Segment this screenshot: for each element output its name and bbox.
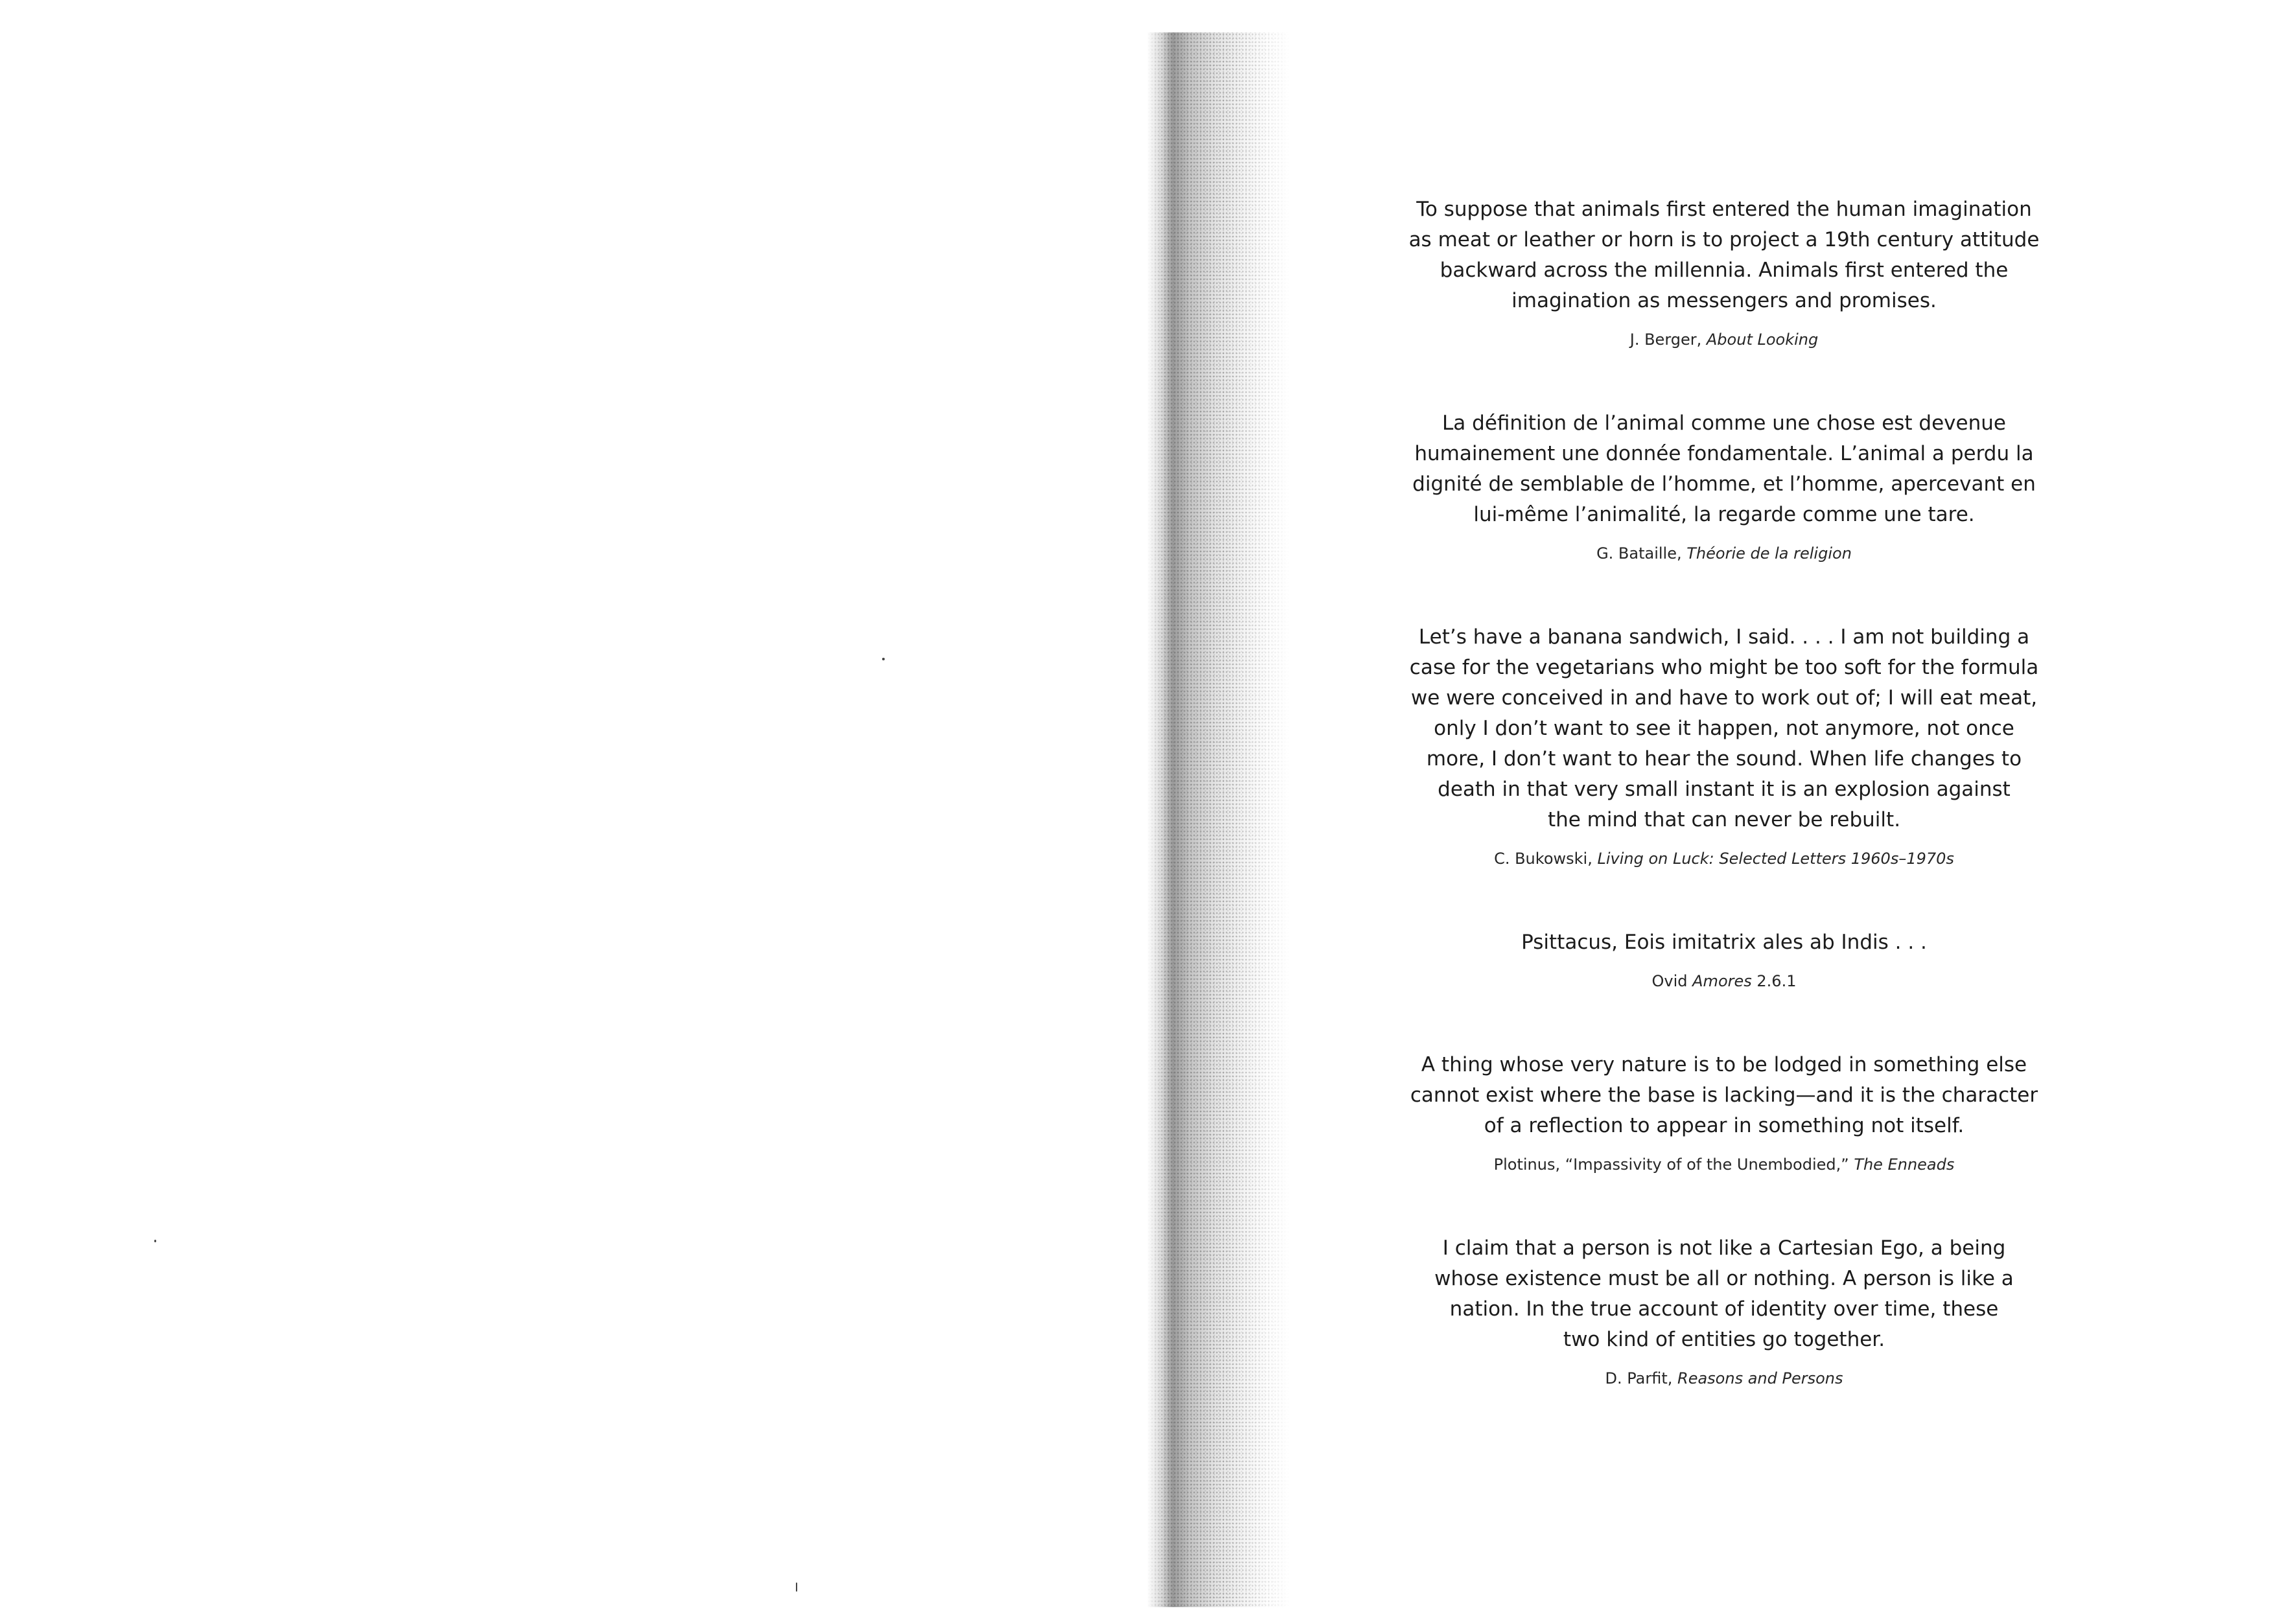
epigraph-attribution — [1381, 971, 2068, 992]
attribution-author: Plotinus, “Impassivity of of the Unembodied,” — [1493, 1155, 1854, 1174]
epigraph-bukowski — [1381, 622, 2068, 869]
attribution-work: Living on Luck: Selected Letters 1960s–1970s — [1597, 850, 1954, 868]
scan-speck — [882, 658, 885, 660]
attribution-work: Théorie de la religion — [1686, 544, 1852, 563]
attribution-work: About Looking — [1706, 331, 1819, 349]
attribution-author: G. Bataille, — [1596, 544, 1687, 563]
epigraph-attribution — [1381, 329, 2068, 350]
epigraph-quote: To suppose that animals first entered the human imagination as meat or leather or horn is to project a 19th century attitude backward across the millennia. Animals first entered the imagination as messengers and promises. — [1408, 198, 2040, 312]
epigraph-attribution — [1381, 1368, 2068, 1389]
epigraph-list — [1381, 194, 2068, 1389]
attribution-author: J. Berger, — [1629, 331, 1707, 349]
epigraph-plotinus — [1381, 1050, 2068, 1175]
attribution-work: The Enneads — [1854, 1155, 1955, 1174]
epigraph-quote: I claim that a person is not like a Cartesian Ego, a being whose existence must be all or nothing. A person is like a nation. In the true account of identity over time, these two kind of entities go together. — [1434, 1236, 2014, 1351]
book-gutter-shadow — [1147, 32, 1290, 1607]
attribution-work: Reasons and Persons — [1677, 1369, 1843, 1387]
epigraph-attribution — [1381, 848, 2068, 869]
epigraph-attribution — [1381, 1154, 2068, 1175]
attribution-author: C. Bukowski, — [1494, 850, 1598, 868]
attribution-author: Ovid — [1651, 972, 1693, 990]
epigraph-attribution — [1381, 543, 2068, 564]
scan-speck — [154, 1240, 156, 1242]
attribution-work: Amores — [1692, 972, 1752, 990]
epigraph-parfit — [1381, 1233, 2068, 1389]
epigraph-quote: Psittacus, Eois imitatrix ales ab Indis . . . — [1521, 931, 1927, 954]
epigraph-quote: La définition de l’animal comme une chose est devenue humainement une donnée fondamentale. L’animal a perdu la dignité de semblable de l’homme, et l’homme, apercevant en lui-même l’animalité, la regarde comme une tare. — [1412, 412, 2036, 526]
epigraph-berger — [1381, 194, 2068, 350]
attribution-suffix: 2.6.1 — [1751, 972, 1797, 990]
epigraph-bataille — [1381, 408, 2068, 564]
epigraph-quote: Let’s have a banana sandwich, I said. . . . I am not building a case for the vegetarians who might be too soft for the formula we were conceived in and have to work out of; I will eat meat, only I don’t want to see it happen, not anymore, not once more, I don’t want to hear the sound. When life changes to death in that very small instant it is an explosion against the mind that can never be rebuilt. — [1409, 625, 2039, 831]
epigraph-ovid — [1381, 927, 2068, 992]
epigraph-quote: A thing whose very nature is to be lodged in something else cannot exist where the base is lacking—and it is the character of a reflection to appear in something not itself. — [1410, 1053, 2038, 1137]
scan-speck — [796, 1583, 797, 1592]
attribution-author: D. Parfit, — [1605, 1369, 1678, 1387]
right-page — [1290, 0, 2286, 1624]
